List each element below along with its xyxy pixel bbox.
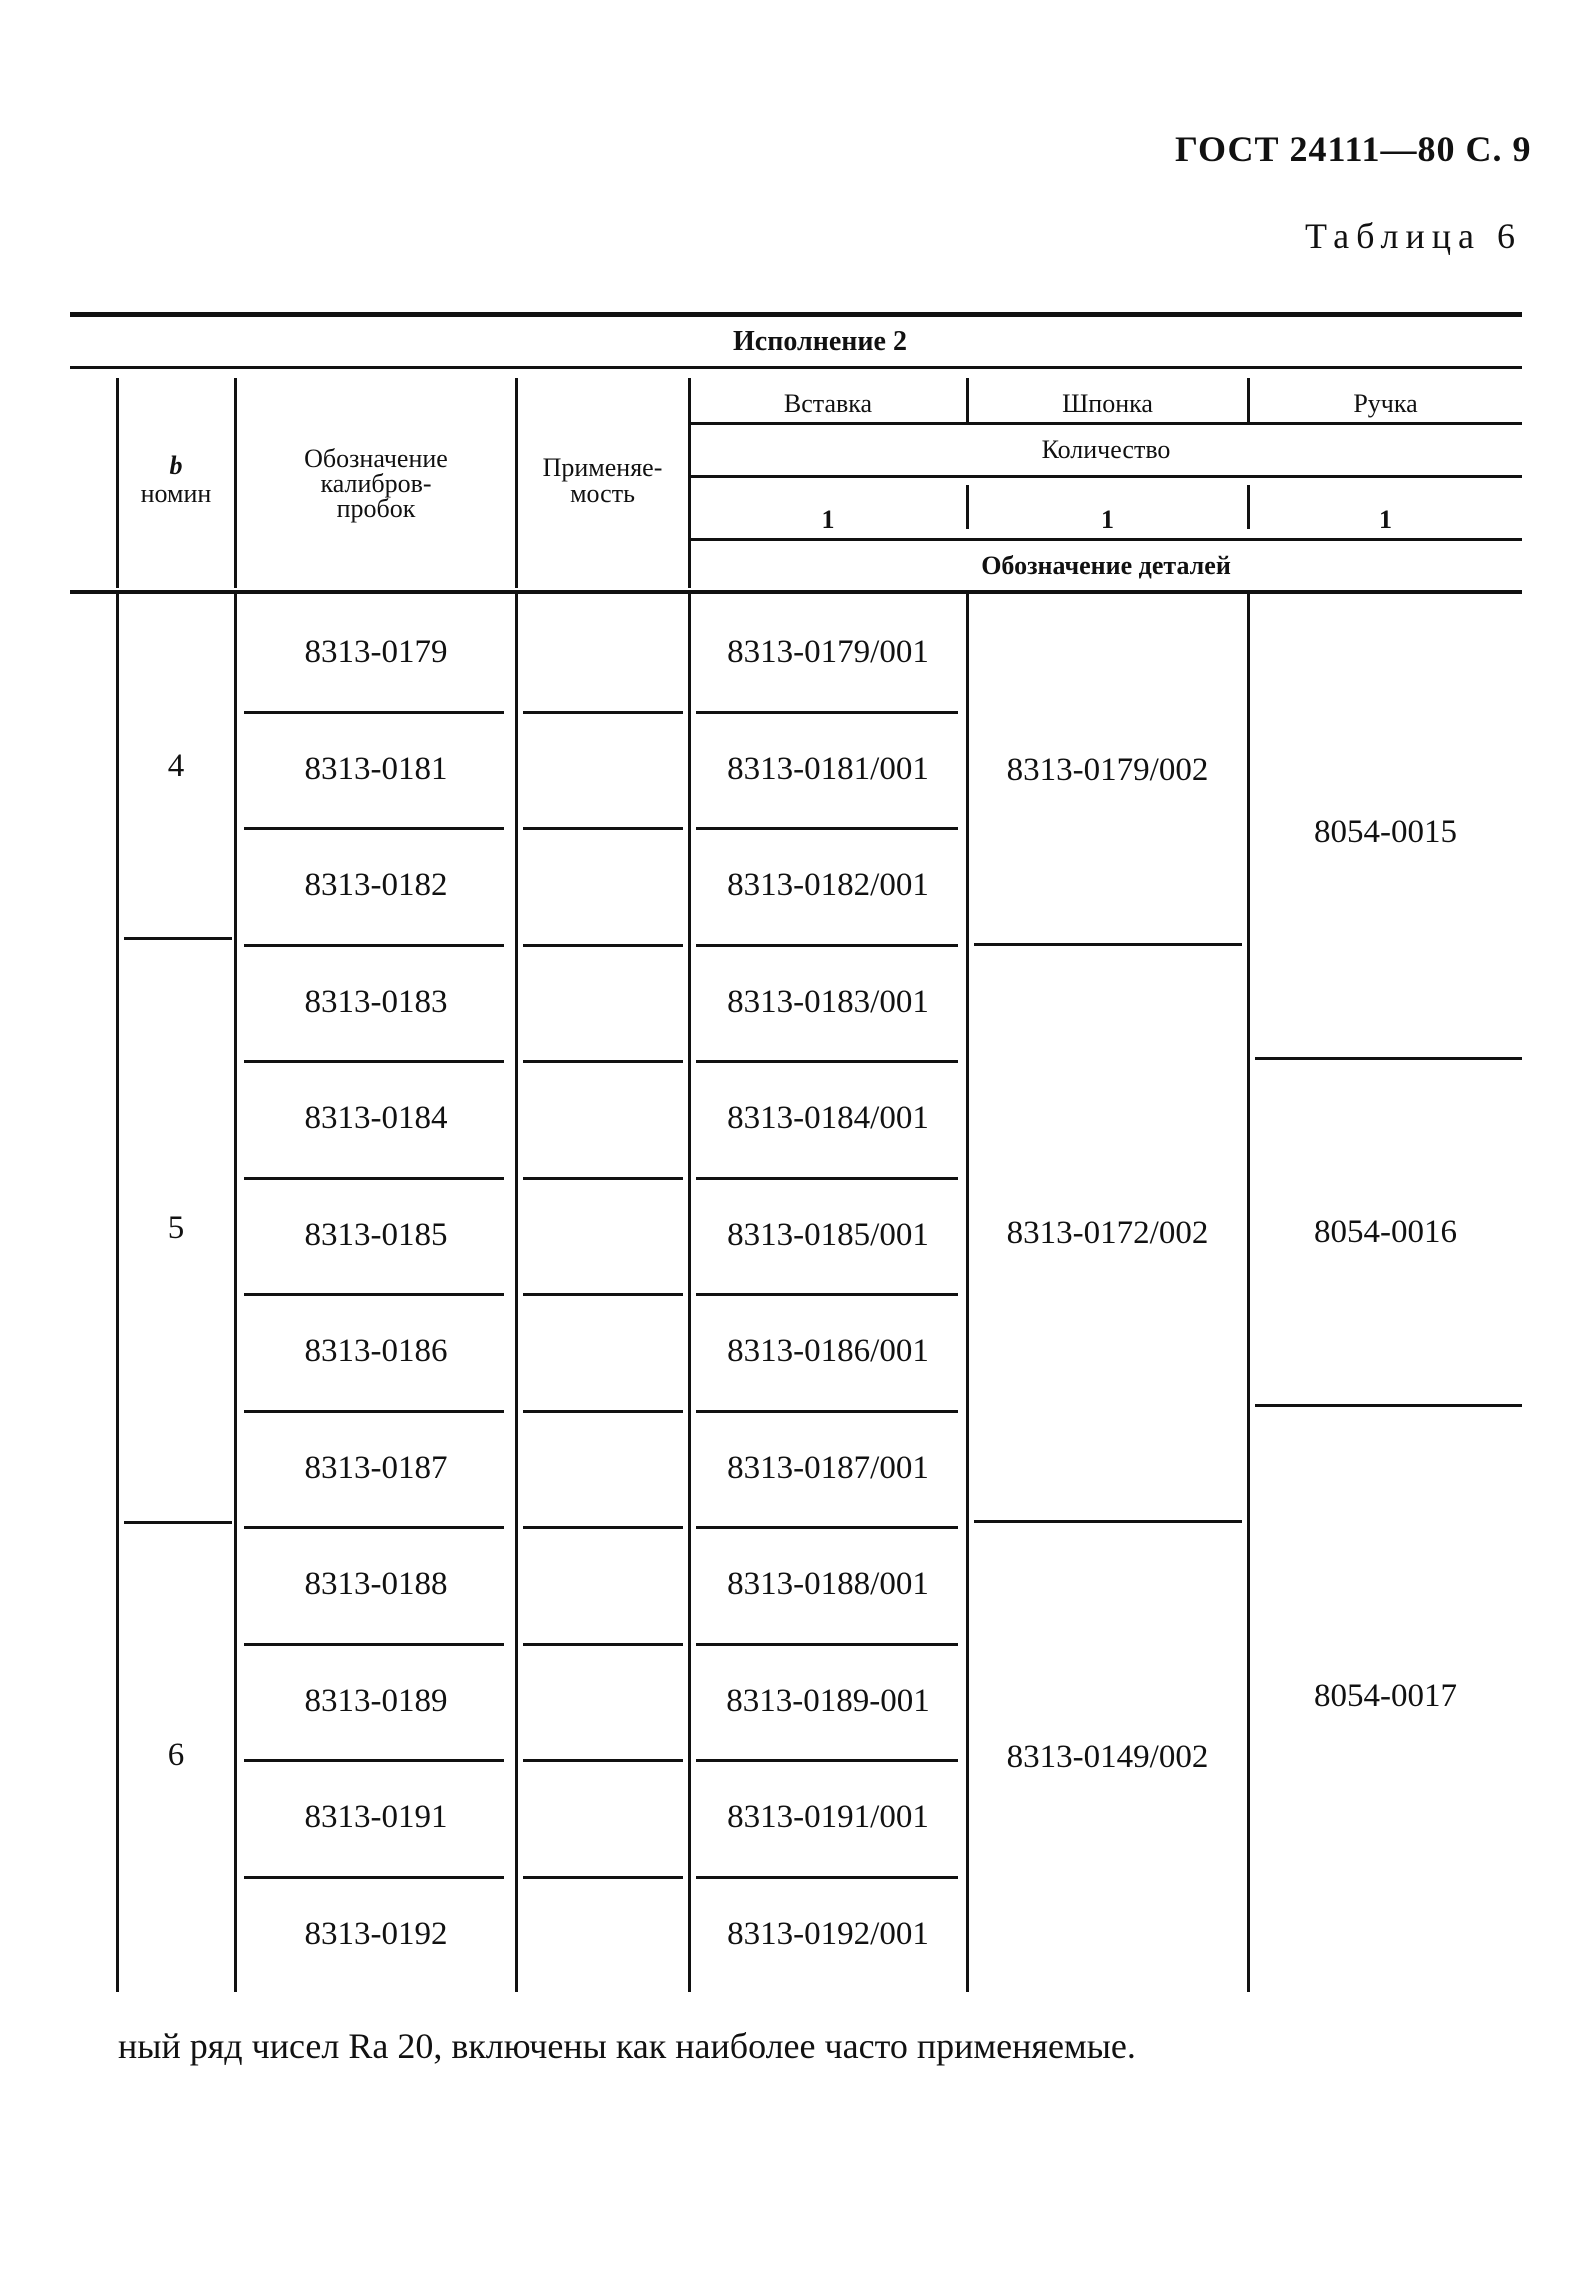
qty-insert: 1 [821, 505, 835, 534]
execution-title [620, 328, 1020, 356]
b-group-rule-2 [124, 1521, 232, 1524]
row-code: 8313-0181 [304, 750, 448, 787]
row-code: 8313-0179 [304, 634, 448, 671]
row-code: 8313-0187 [304, 1449, 448, 1486]
key-group-rule-2 [974, 1520, 1242, 1523]
row-separator [244, 1876, 504, 1879]
designation-header-line-2: калибров- [320, 469, 432, 498]
table-label: Таблица 6 [1305, 216, 1522, 256]
b-value-group-1: 4 [167, 748, 185, 784]
execution-rule [70, 366, 1522, 369]
row-code: 8313-0186 [304, 1333, 448, 1370]
row-separator [696, 1876, 958, 1879]
row-separator [696, 1060, 958, 1063]
b-value-group-3: 6 [167, 1737, 185, 1773]
row-code: 8313-0183 [304, 983, 448, 1020]
row-code: 8313-0189 [304, 1682, 448, 1719]
row-separator [696, 944, 958, 947]
designation-header-line-3: пробок [336, 494, 416, 523]
applicability-header-line-2: мость [570, 479, 635, 508]
row-separator [696, 827, 958, 830]
row-insert: 8313-0184/001 [727, 1100, 929, 1137]
key-group-rule-1 [974, 943, 1242, 946]
body-vline-1 [116, 594, 119, 1992]
row-insert: 8313-0187/001 [727, 1449, 929, 1486]
row-separator [696, 1643, 958, 1646]
body-vline-2 [234, 594, 237, 1992]
row-separator [696, 711, 958, 714]
quantity-header: Количество [1041, 435, 1171, 464]
row-separator [244, 1643, 504, 1646]
b-symbol: b [169, 451, 183, 480]
handle-value-1: 8054-0015 [1314, 814, 1457, 850]
row-separator [244, 827, 504, 830]
execution-title-text: Исполнение 2 [733, 326, 907, 357]
row-insert: 8313-0188/001 [727, 1566, 929, 1603]
qty-key: 1 [1101, 505, 1114, 534]
row-insert: 8313-0181/001 [727, 750, 929, 787]
header-bottom-rule [70, 590, 1522, 594]
row-separator [523, 711, 683, 714]
row-separator [696, 1177, 958, 1180]
row-separator [523, 1293, 683, 1296]
row-separator [696, 1410, 958, 1413]
key-value-group-1: 8313-0179/002 [1006, 752, 1209, 788]
row-insert: 8313-0186/001 [727, 1333, 929, 1370]
row-insert: 8313-0191/001 [727, 1799, 929, 1836]
handle-group-rule-2 [1255, 1404, 1522, 1407]
insert-header: Вставка [783, 389, 873, 418]
row-separator [696, 1293, 958, 1296]
handle-value-3: 8054-0017 [1314, 1678, 1457, 1714]
details-designation-header: Обозначение деталей [981, 551, 1231, 580]
row-insert: 8313-0192/001 [727, 1915, 929, 1952]
key-value-group-2: 8313-0172/002 [1006, 1215, 1209, 1251]
header-rule-quantity [690, 475, 1522, 478]
key-header: Шпонка [1062, 389, 1153, 418]
row-separator [523, 1643, 683, 1646]
row-separator [244, 1060, 504, 1063]
b-group-rule-1 [124, 937, 232, 940]
row-code: 8313-0185 [304, 1216, 448, 1253]
body-vline-3 [515, 594, 518, 1992]
row-code: 8313-0191 [304, 1799, 448, 1836]
row-separator [244, 1410, 504, 1413]
row-separator [523, 1526, 683, 1529]
row-separator [523, 1876, 683, 1879]
applicability-header-line-1: Применяе- [542, 453, 663, 482]
row-insert: 8313-0179/001 [727, 634, 929, 671]
row-separator [244, 1526, 504, 1529]
header-rule-parts [690, 422, 1522, 425]
row-code: 8313-0188 [304, 1566, 448, 1603]
b-value-group-2: 5 [167, 1210, 185, 1246]
body-vline-5 [966, 594, 969, 1992]
row-separator [523, 1177, 683, 1180]
row-separator [244, 1293, 504, 1296]
row-code: 8313-0184 [304, 1100, 448, 1137]
footer-text: ный ряд чисел Ra 20, включены как наиболее часто применяемые. [118, 2026, 1136, 2066]
applicability-header [517, 455, 688, 507]
row-separator [244, 1177, 504, 1180]
row-insert: 8313-0185/001 [727, 1216, 929, 1253]
designation-header [237, 446, 515, 521]
header-rule-qty-values [690, 538, 1522, 541]
row-separator [523, 1759, 683, 1762]
row-code: 8313-0182 [304, 867, 448, 904]
row-insert: 8313-0182/001 [727, 867, 929, 904]
row-separator [523, 944, 683, 947]
key-value-group-3: 8313-0149/002 [1006, 1739, 1209, 1775]
row-separator [696, 1526, 958, 1529]
row-separator [523, 1410, 683, 1413]
handle-header: Ручка [1353, 389, 1418, 418]
row-separator [523, 827, 683, 830]
row-separator [696, 1759, 958, 1762]
row-separator [523, 1060, 683, 1063]
row-insert: 8313-0183/001 [727, 983, 929, 1020]
row-separator [244, 1759, 504, 1762]
row-separator [244, 711, 504, 714]
handle-group-rule-1 [1255, 1057, 1522, 1060]
row-separator [244, 944, 504, 947]
row-insert: 8313-0189-001 [726, 1682, 930, 1719]
body-vline-4 [688, 594, 691, 1992]
handle-value-2: 8054-0016 [1314, 1214, 1457, 1250]
row-code: 8313-0192 [304, 1915, 448, 1952]
body-vline-6 [1247, 594, 1250, 1992]
qty-handle: 1 [1379, 505, 1392, 534]
page-header-reference: ГОСТ 24111—80 С. 9 [1175, 129, 1532, 169]
table-top-rule [70, 312, 1522, 317]
designation-header-line-1: Обозначение [304, 444, 448, 473]
b-label: номин [140, 479, 212, 508]
